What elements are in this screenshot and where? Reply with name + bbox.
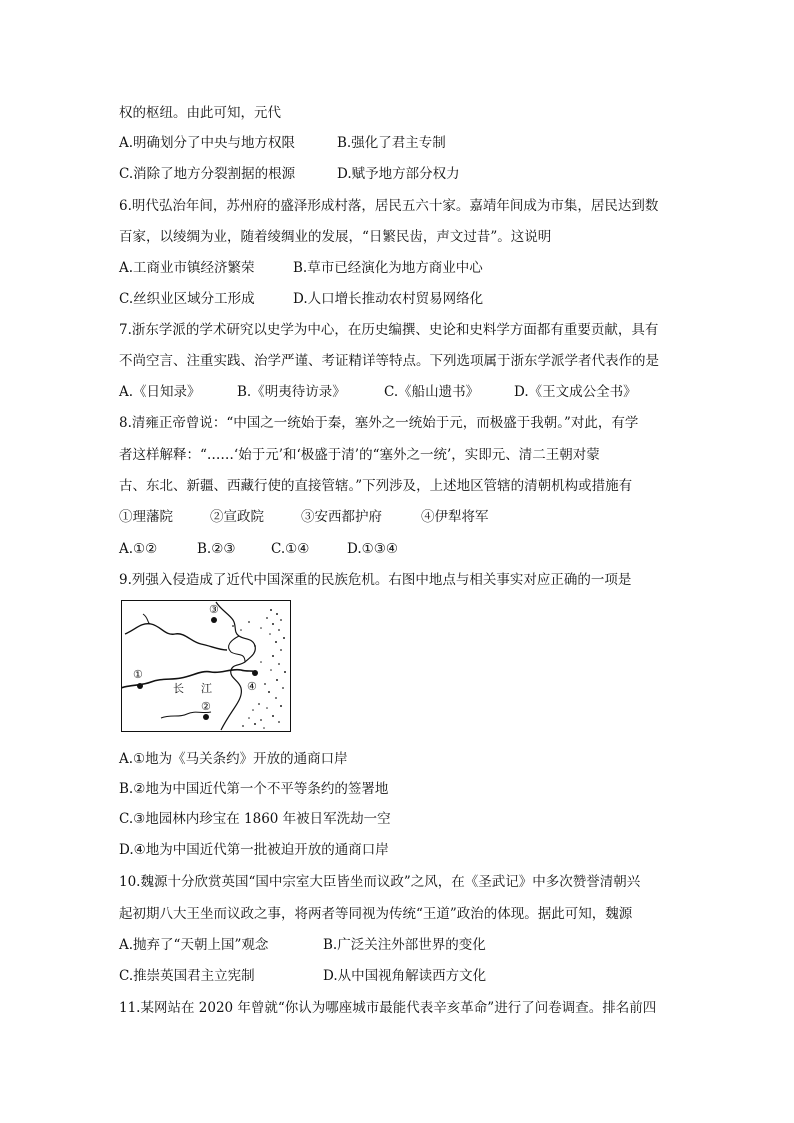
q6-stem-line-2: 百家，以绫绸为业，随着绫绸业的发展，“日繁民齿，声文过昔”。这说明 bbox=[119, 229, 552, 245]
q8-item-3: ③安西都护府 bbox=[301, 509, 382, 525]
q7-option-d[interactable]: D.《王文成公全书》 bbox=[514, 384, 637, 400]
marker-dot-2 bbox=[203, 714, 209, 720]
q6-stem-line-1: 6.明代弘治年间，苏州府的盛泽形成村落，居民五六十家。嘉靖年间成为市集，居民达到数 bbox=[119, 198, 659, 214]
q6-options-row-2 bbox=[119, 289, 679, 309]
q9-option-d[interactable]: D.④地为中国近代第一批被迫开放的通商口岸 bbox=[119, 842, 389, 858]
q9-map bbox=[121, 600, 291, 732]
q10-stem-line-1: 10.魏源十分欣赏英国“国中宗室大臣皆坐而议政”之风，在《圣武记》中多次赞誉清朝兴 bbox=[119, 874, 641, 890]
q8-stem-line-2: 者这样解释：“……‘始于元’和‘极盛于清’的“塞外之一统’，实即元、清二王朝对蒙 bbox=[119, 447, 600, 463]
q10-options-row-2 bbox=[119, 966, 679, 986]
q8-items-row bbox=[119, 507, 679, 527]
q8-stem-line-1: 8.清雍正帝曾说：“中国之一统始于秦，塞外之一统始于元，而极盛于我朝。”对此，有学 bbox=[119, 415, 639, 431]
q5-options-row-1 bbox=[119, 133, 679, 153]
q8-option-a[interactable]: A.①② bbox=[119, 541, 158, 557]
marker-dot-1 bbox=[137, 683, 143, 689]
q7-option-c[interactable]: C.《船山遗书》 bbox=[384, 384, 480, 400]
q9-option-c[interactable]: C.③地园林内珍宝在 1860 年被日军洗劫一空 bbox=[119, 811, 391, 827]
q10-option-a[interactable]: A.抛弃了“天朝上国”观念 bbox=[119, 937, 269, 953]
q7-option-a[interactable]: A.《日知录》 bbox=[119, 384, 201, 400]
q5-option-a[interactable]: A.明确划分了中央与地方权限 bbox=[119, 135, 296, 151]
q10-stem-line-2: 起初期八大王坐而议政之事，将两者等同视为传统“王道”政治的体现。据此可知，魏源 bbox=[119, 906, 633, 922]
q8-item-2: ②宣政院 bbox=[210, 509, 264, 525]
q9-option-a[interactable]: A.①地为《马关条约》开放的通商口岸 bbox=[119, 751, 348, 767]
q5-options-row-2 bbox=[119, 164, 679, 184]
q9-stem: 9.列强入侵造成了近代中国深重的民族危机。右图中地点与相关事实对应正确的一项是 bbox=[119, 572, 632, 588]
q10-option-d[interactable]: D.从中国视角解读西方文化 bbox=[323, 968, 487, 984]
q9-option-b[interactable]: B.②地为中国近代第一个不平等条约的签署地 bbox=[119, 781, 389, 797]
river-label-chang: 长 bbox=[173, 682, 184, 695]
q10-options-row-1 bbox=[119, 935, 679, 955]
q5-stem-tail: 权的枢纽。由此可知，元代 bbox=[119, 105, 281, 121]
marker-label-4: ④ bbox=[247, 680, 257, 693]
q5-option-b[interactable]: B.强化了君主专制 bbox=[337, 135, 446, 151]
q6-options-row-1 bbox=[119, 258, 679, 278]
q6-option-d[interactable]: D.人口增长推动农村贸易网络化 bbox=[293, 291, 484, 307]
q11-stem-line-1: 11.某网站在 2020 年曾就“你认为哪座城市最能代表辛亥革命”进行了问卷调查。排名前四 bbox=[119, 1000, 657, 1016]
q6-option-a[interactable]: A.工商业市镇经济繁荣 bbox=[119, 260, 255, 276]
marker-label-2: ② bbox=[201, 700, 211, 713]
q7-stem-line-2: 不尚空言、注重实践、治学严谨、考证精详等特点。下列选项属于浙东学派学者代表作的是 bbox=[119, 353, 659, 369]
q8-stem-line-3: 古、东北、新疆、西藏行使的直接管辖。”下列涉及，上述地区管辖的清朝机构或措施有 bbox=[119, 478, 633, 494]
q5-option-c[interactable]: C.消除了地方分裂割据的根源 bbox=[119, 166, 296, 182]
q7-option-b[interactable]: B.《明夷待访录》 bbox=[237, 384, 346, 400]
q10-option-b[interactable]: B.广泛关注外部世界的变化 bbox=[323, 937, 486, 953]
china-east-map bbox=[121, 600, 291, 732]
q5-option-d[interactable]: D.赋予地方部分权力 bbox=[337, 166, 460, 182]
q6-option-c[interactable]: C.丝织业区域分工形成 bbox=[119, 291, 255, 307]
q6-option-b[interactable]: B.草市已经演化为地方商业中心 bbox=[293, 260, 483, 276]
q8-option-d[interactable]: D.①③④ bbox=[347, 541, 398, 557]
q7-stem-line-1: 7.浙东学派的学术研究以史学为中心，在历史编撰、史论和史料学方面都有重要贡献，具有 bbox=[119, 322, 659, 338]
q8-item-4: ④伊犁将军 bbox=[421, 509, 489, 525]
q7-options-row bbox=[119, 382, 679, 402]
q8-options-row bbox=[119, 539, 679, 559]
river-label-jiang: 江 bbox=[201, 682, 212, 695]
q8-option-c[interactable]: C.①④ bbox=[271, 541, 310, 557]
marker-label-3: ③ bbox=[209, 603, 219, 616]
q10-option-c[interactable]: C.推崇英国君主立宪制 bbox=[119, 968, 255, 984]
marker-dot-3 bbox=[211, 617, 217, 623]
marker-dot-4 bbox=[252, 670, 258, 676]
marker-label-1: ① bbox=[133, 668, 143, 681]
q8-item-1: ①理藩院 bbox=[119, 509, 173, 525]
q8-option-b[interactable]: B.②③ bbox=[197, 541, 236, 557]
